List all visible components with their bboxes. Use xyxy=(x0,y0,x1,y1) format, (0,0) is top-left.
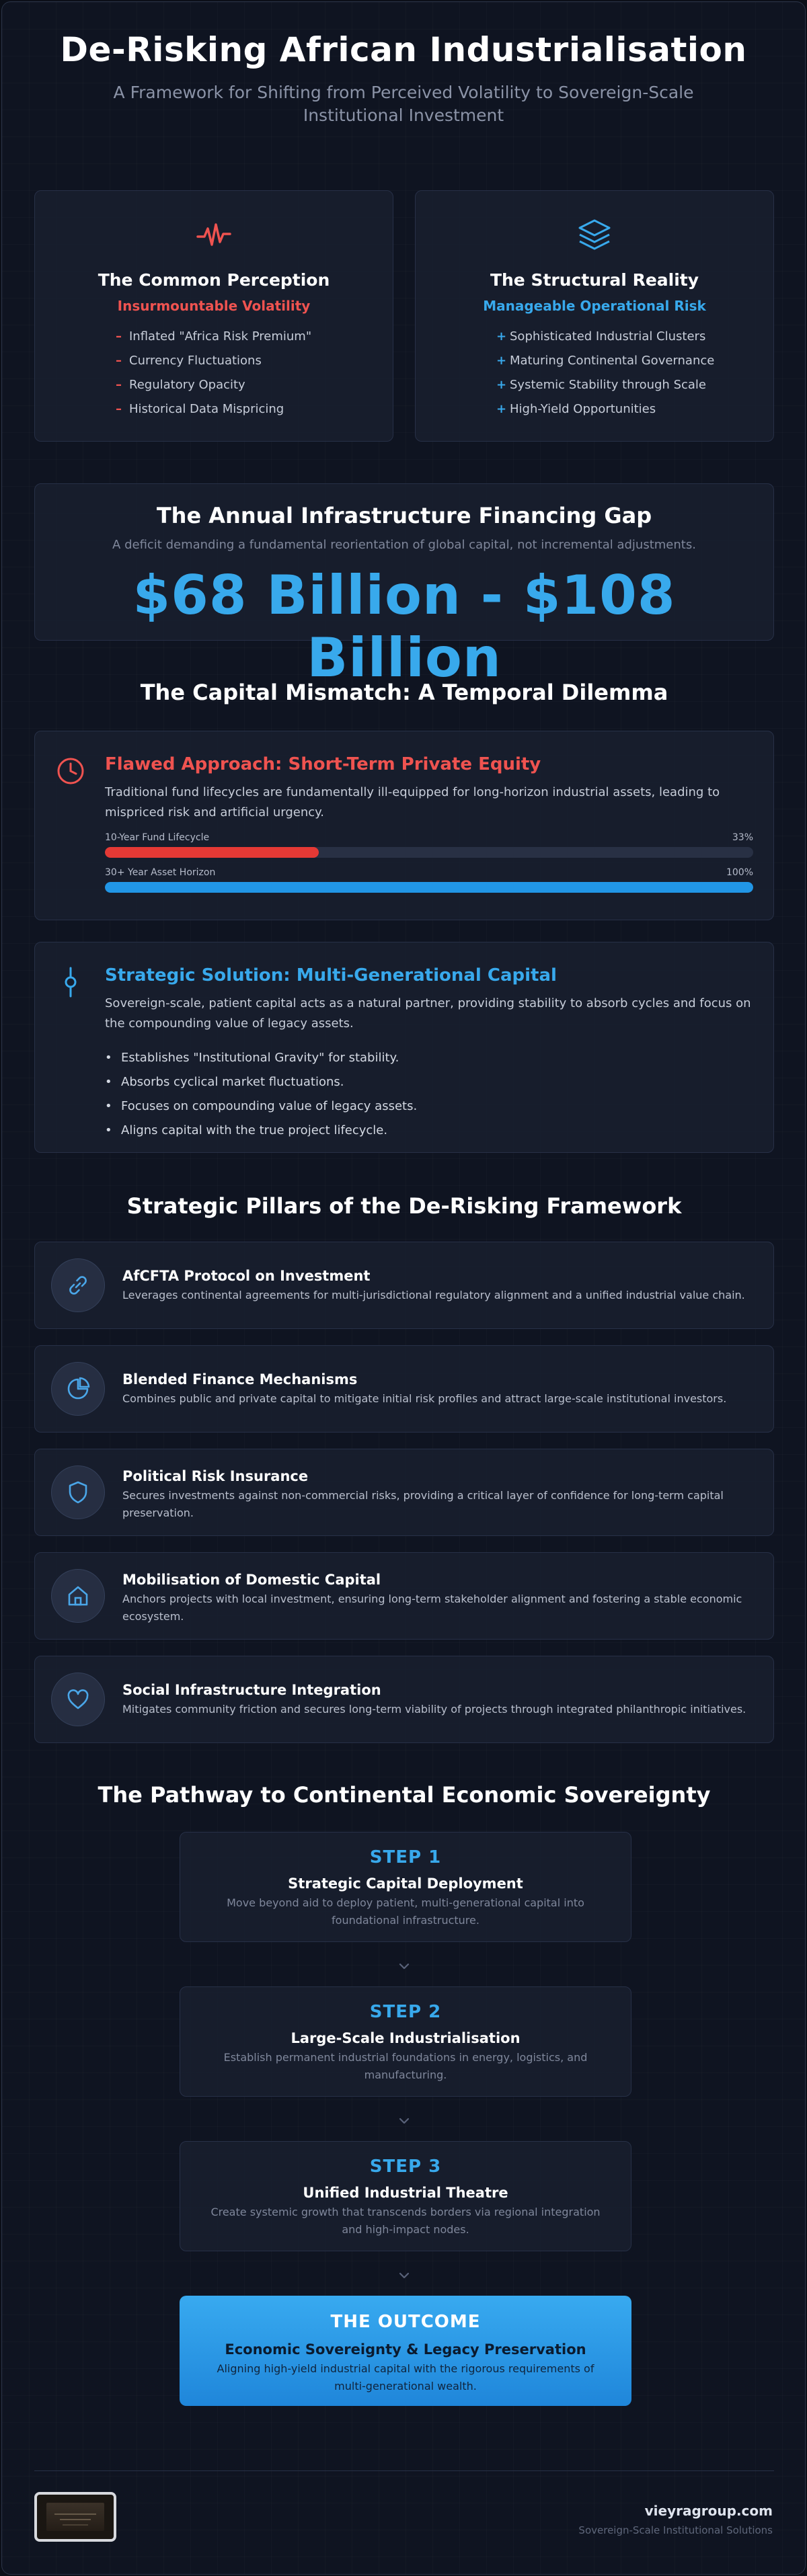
footer-tagline: Sovereign-Scale Institutional Solutions xyxy=(578,2524,773,2536)
reality-list xyxy=(496,325,773,421)
timeline-icon xyxy=(55,967,86,998)
pillar-title: Mobilisation of Domestic Capital xyxy=(122,1572,381,1588)
step-text: Create systemic growth that transcends borders via regional integration and high-impact nodes. xyxy=(210,2206,601,2236)
list-item: – Regulatory Opacity xyxy=(116,378,245,392)
infographic-page xyxy=(1,1,806,2575)
pillar-title: AfCFTA Protocol on Investment xyxy=(122,1268,371,1284)
strategic-list xyxy=(105,1046,753,1143)
outcome-card xyxy=(180,2296,631,2406)
structural-reality-card xyxy=(415,190,774,442)
list-item: + Systemic Stability through Scale xyxy=(496,378,706,392)
heart-icon xyxy=(65,1687,91,1712)
bar-value: 100% xyxy=(726,867,753,878)
chevron-down-icon xyxy=(396,2113,412,2129)
website-link[interactable]: vieyragroup.com xyxy=(644,2503,773,2519)
step-2-card xyxy=(180,1986,631,2097)
mismatch-section-title: The Capital Mismatch: A Temporal Dilemma xyxy=(140,680,668,705)
pillar-text: Combines public and private capital to mitigate initial risk profiles and attract large-scale institutional investors. xyxy=(122,1392,727,1405)
perception-list xyxy=(116,325,393,421)
pie-chart-icon xyxy=(65,1376,91,1402)
gap-description: A deficit demanding a fundamental reorientation of global capital, not incremental adjustments. xyxy=(112,538,696,552)
perception-vs-reality xyxy=(34,190,774,442)
fund-lifecycle-bar xyxy=(105,832,753,858)
asset-horizon-bar xyxy=(105,867,753,893)
step-text: Establish permanent industrial foundations in energy, logistics, and manufacturing. xyxy=(223,2051,588,2081)
strategic-title: Strategic Solution: Multi-Generational Capital xyxy=(105,965,557,985)
list-item: + High-Yield Opportunities xyxy=(496,402,656,416)
gap-figure: $68 Billion - $108 Billion xyxy=(132,564,676,689)
perception-subtitle: Insurmountable Volatility xyxy=(117,298,311,314)
step-text: Move beyond aid to deploy patient, multi-generational capital into foundational infrastructure. xyxy=(227,1896,584,1927)
pillar-afcfta xyxy=(34,1242,774,1329)
page-title: De-Risking African Industrialisation xyxy=(60,30,747,69)
pillar-text: Anchors projects with local investment, ensuring long-term stakeholder alignment and fostering a stable economic ecosystem. xyxy=(122,1593,742,1623)
pillar-text: Leverages continental agreements for multi-jurisdictional regulatory alignment and a unified industrial value chain. xyxy=(122,1289,745,1301)
reality-title: The Structural Reality xyxy=(490,270,699,290)
shield-icon xyxy=(65,1480,91,1505)
list-item: – Currency Fluctuations xyxy=(116,354,262,368)
hero xyxy=(2,2,805,127)
perception-title: The Common Perception xyxy=(98,270,330,290)
list-item: – Inflated "Africa Risk Premium" xyxy=(116,329,312,344)
pillar-domestic-capital xyxy=(34,1552,774,1640)
link-icon xyxy=(65,1273,91,1298)
pillar-title: Social Infrastructure Integration xyxy=(122,1682,381,1698)
chevron-down-icon xyxy=(396,1958,412,1974)
pillars-section-title: Strategic Pillars of the De-Risking Framework xyxy=(126,1193,682,1219)
company-logo xyxy=(34,2492,116,2542)
step-title: Unified Industrial Theatre xyxy=(303,2185,508,2201)
list-item: • Absorbs cyclical market fluctuations. xyxy=(105,1070,753,1094)
step-3-card xyxy=(180,2141,631,2251)
pillar-title: Political Risk Insurance xyxy=(122,1468,309,1484)
outcome-label: THE OUTCOME xyxy=(330,2312,481,2332)
clock-icon xyxy=(55,756,86,787)
list-item: • Focuses on compounding value of legacy assets. xyxy=(105,1094,753,1119)
gap-title: The Annual Infrastructure Financing Gap xyxy=(156,503,652,528)
outcome-title: Economic Sovereignty & Legacy Preservation xyxy=(225,2341,586,2358)
step-title: Strategic Capital Deployment xyxy=(288,1876,523,1892)
page-subtitle: A Framework for Shifting from Perceived Volatility to Sovereign-Scale Institutional Investment xyxy=(113,83,694,125)
common-perception-card xyxy=(34,190,393,442)
bar-label: 30+ Year Asset Horizon xyxy=(105,867,216,878)
financing-gap-card xyxy=(34,483,774,689)
home-icon xyxy=(65,1583,91,1609)
step-number: STEP 1 xyxy=(369,1847,442,1867)
step-number: STEP 2 xyxy=(369,2002,442,2022)
pillar-social-infrastructure xyxy=(34,1656,774,1743)
outcome-text: Aligning high-yield industrial capital with the rigorous requirements of multi-generational wealth. xyxy=(217,2362,594,2392)
bar-value: 33% xyxy=(732,832,753,843)
footer-divider xyxy=(34,2470,774,2471)
reality-subtitle: Manageable Operational Risk xyxy=(483,298,706,314)
list-item: + Maturing Continental Governance xyxy=(496,354,715,368)
list-item: – Historical Data Mispricing xyxy=(116,402,284,416)
bar-fill xyxy=(105,847,319,858)
list-item: • Aligns capital with the true project lifecycle. xyxy=(105,1119,753,1143)
list-item: + Sophisticated Industrial Clusters xyxy=(496,329,706,344)
chevron-down-icon xyxy=(396,2267,412,2284)
bar-label: 10-Year Fund Lifecycle xyxy=(105,832,210,843)
step-title: Large-Scale Industrialisation xyxy=(291,2030,521,2046)
layers-icon xyxy=(576,216,613,254)
footer-info xyxy=(578,2503,773,2536)
flawed-text: Traditional fund lifecycles are fundamentally ill-equipped for long-horizon industrial assets, leading to mispriced risk and artificial urgency. xyxy=(105,785,720,819)
pulse-icon xyxy=(195,216,233,254)
flawed-title: Flawed Approach: Short-Term Private Equity xyxy=(105,754,541,774)
strategic-solution-card xyxy=(34,942,774,1153)
strategic-text: Sovereign-scale, patient capital acts as a natural partner, providing stability to absorb cycles and focus on the compounding value of legacy assets. xyxy=(105,996,751,1031)
bar-fill xyxy=(105,882,753,893)
pillar-title: Blended Finance Mechanisms xyxy=(122,1371,358,1387)
pillar-text: Mitigates community friction and secures long-term viability of projects through integrated philanthropic initiatives. xyxy=(122,1703,746,1716)
pillar-blended-finance xyxy=(34,1345,774,1433)
list-item: • Establishes "Institutional Gravity" for stability. xyxy=(105,1046,753,1070)
pathway-section-title: The Pathway to Continental Economic Sovereignty xyxy=(98,1782,711,1808)
flawed-approach-card xyxy=(34,731,774,920)
step-1-card xyxy=(180,1832,631,1942)
step-number: STEP 3 xyxy=(369,2157,442,2177)
pillar-text: Secures investments against non-commercial risks, providing a critical layer of confidence for long-term capital preservation. xyxy=(122,1489,724,1519)
pillar-political-risk xyxy=(34,1449,774,1536)
